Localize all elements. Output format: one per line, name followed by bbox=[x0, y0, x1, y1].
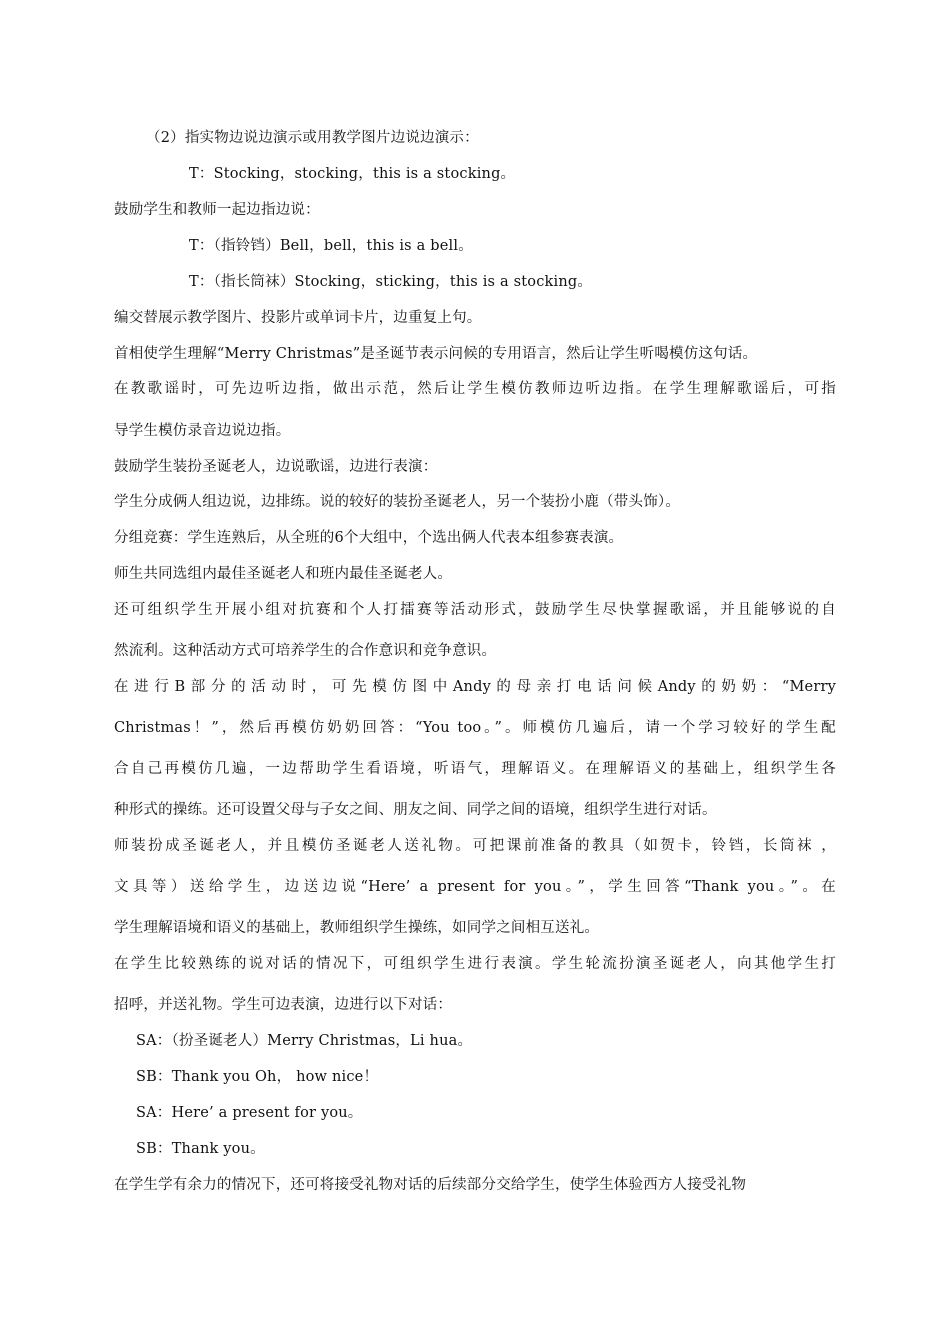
dialogue-line: SB：Thank you Oh， how nice！ bbox=[136, 1069, 379, 1085]
paragraph-line: 然流利。这种活动方式可培养学生的合作意识和竞争意识。 bbox=[114, 643, 497, 659]
dialogue-line: T：（指长筒袜）Stocking，sticking，this is a stocking。 bbox=[189, 274, 593, 290]
paragraph-line: 在学生比较熟练的说对话的情况下，可组织学生进行表演。学生轮流扮演圣诞老人，向其他学生打 bbox=[114, 956, 836, 972]
paragraph-line: 学生分成俩人组边说，边排练。说的较好的装扮圣诞老人，另一个装扮小鹿（带头饰）。 bbox=[114, 494, 681, 510]
dialogue-line: T：Stocking，stocking，this is a stocking。 bbox=[189, 166, 516, 182]
paragraph-line: 导学生模仿录音边说边指。 bbox=[114, 423, 291, 439]
paragraph-line: 师装扮成圣诞老人，并且模仿圣诞老人送礼物。可把课前准备的教具（如贺卡，铃铛，长筒袜 ， bbox=[114, 838, 836, 854]
dialogue-line: SA：Here’ a present for you。 bbox=[136, 1105, 363, 1121]
paragraph-line: 分组竞赛：学生连熟后，从全班的6个大组中，个选出俩人代表本组参赛表演。 bbox=[114, 530, 624, 546]
paragraph-line: 学生理解语境和语义的基础上，教师组织学生操练，如同学之间相互送礼。 bbox=[114, 920, 600, 936]
paragraph-line: 在进行B部分的活动时，可先模仿图中Andy的母亲打电话问候Andy的奶奶：“Merry bbox=[114, 679, 836, 695]
paragraph-line: 合自己再模仿几遍，一边帮助学生看语境，听语气，理解语义。在理解语义的基础上，组织学生各 bbox=[114, 761, 836, 777]
dialogue-line: SA：（扮圣诞老人）Merry Christmas，Li hua。 bbox=[136, 1033, 473, 1049]
paragraph-line: 在学生学有余力的情况下，还可将接受礼物对话的后续部分交给学生，使学生体验西方人接受礼物 bbox=[114, 1177, 747, 1193]
paragraph-line: 师生共同选组内最佳圣诞老人和班内最佳圣诞老人。 bbox=[114, 566, 453, 582]
paragraph-line: 种形式的操练。还可设置父母与子女之间、朋友之间、同学之间的语境，组织学生进行对话。 bbox=[114, 802, 717, 818]
dialogue-line: SB：Thank you。 bbox=[136, 1141, 265, 1157]
paragraph-line: 鼓励学生装扮圣诞老人，边说歌谣，边进行表演： bbox=[114, 459, 438, 475]
paragraph-line: 编交替展示教学图片、投影片或单词卡片，边重复上句。 bbox=[114, 310, 482, 326]
paragraph-line: 还可组织学生开展小组对抗赛和个人打擂赛等活动形式，鼓励学生尽快掌握歌谣，并且能够说的自 bbox=[114, 602, 836, 618]
paragraph-line: 文具等）送给学生，边送边说“Here’ a present for you。”，学生回答“Thank you。”。在 bbox=[114, 879, 836, 895]
paragraph-line: Christmas！”，然后再模仿奶奶回答：“You too。”。师模仿几遍后，请一个学习较好的学生配 bbox=[114, 720, 836, 736]
dialogue-line: T：（指铃铛）Bell，bell，this is a bell。 bbox=[189, 238, 473, 254]
step-heading: （2）指实物边说边演示或用教学图片边说边演示： bbox=[146, 130, 479, 146]
paragraph-line: 招呼，并送礼物。学生可边表演，边进行以下对话： bbox=[114, 997, 453, 1013]
paragraph-line: 鼓励学生和教师一起边指边说： bbox=[114, 202, 320, 218]
paragraph-line: 首相使学生理解“Merry Christmas”是圣诞节表示问候的专用语言，然后让学生听喝模仿这句话。 bbox=[114, 346, 758, 362]
paragraph-line: 在教歌谣时，可先边听边指，做出示范，然后让学生模仿教师边听边指。在学生理解歌谣后，可指 bbox=[114, 381, 836, 397]
